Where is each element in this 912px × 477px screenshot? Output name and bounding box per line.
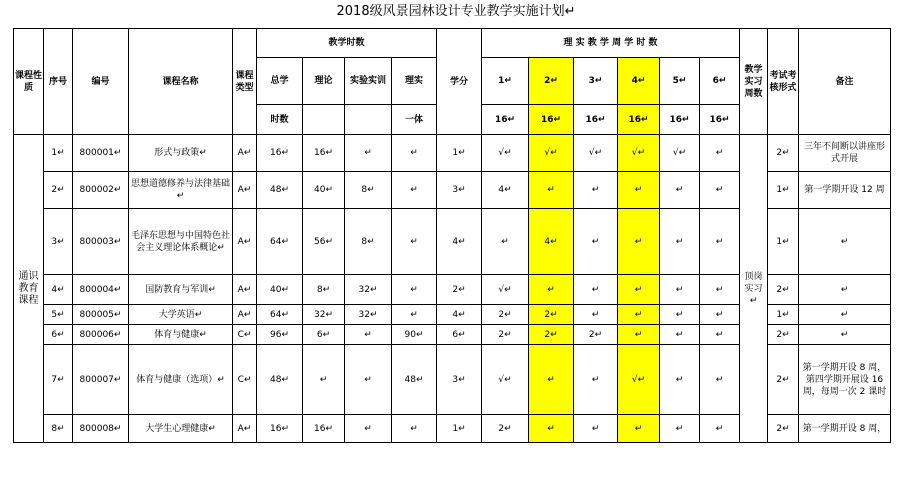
row-semester-1: 2↵ (482, 305, 529, 325)
header-credits: 学分 (437, 29, 482, 135)
header-course-type: 课程类型 (233, 29, 257, 135)
row-credits: 4↵ (437, 209, 482, 275)
row-semester-5: ↵ (660, 415, 700, 443)
row-credits: 1↵ (437, 415, 482, 443)
header-weeks-5: 16↵ (660, 105, 700, 135)
row-experiment-hours: 8↵ (345, 172, 392, 209)
row-remark: 第一学期开设 8 周， (799, 415, 891, 443)
row-semester-2: ↵ (529, 415, 574, 443)
row-experiment-hours: ↵ (345, 345, 392, 415)
row-assessment: 1↵ (768, 305, 799, 325)
row-theory-hours: 16↵ (303, 135, 345, 172)
row-seq: 4↵ (44, 275, 73, 305)
header-integrated-a: 理实 (392, 58, 437, 105)
row-code: 800006↵ (73, 325, 129, 345)
row-seq: 5↵ (44, 305, 73, 325)
row-course-name: 大学生心理健康↵ (129, 415, 233, 443)
header-semester-3: 3↵ (574, 58, 618, 105)
row-semester-3: ↵ (574, 415, 618, 443)
row-integrated-hours: ↵ (392, 135, 437, 172)
row-remark: 第一学期开设 12 周 (799, 172, 891, 209)
header-semester-1: 1↵ (482, 58, 529, 105)
header-semester-2: 2↵ (529, 58, 574, 105)
header-semester-4: 4↵ (618, 58, 660, 105)
row-semester-2: √↵ (529, 135, 574, 172)
row-integrated-hours: 90↵ (392, 325, 437, 345)
row-experiment-hours: ↵ (345, 415, 392, 443)
row-theory-hours: 16↵ (303, 415, 345, 443)
row-total-hours: 48↵ (257, 345, 303, 415)
table-row (14, 135, 891, 172)
row-assessment: 1↵ (768, 172, 799, 209)
row-total-hours: 40↵ (257, 275, 303, 305)
row-total-hours: 64↵ (257, 209, 303, 275)
internship-note: 顶岗实习↵ (740, 135, 768, 443)
row-integrated-hours: ↵ (392, 275, 437, 305)
row-course-name: 体育与健康（选项）↵ (129, 345, 233, 415)
row-semester-6: ↵ (700, 325, 740, 345)
row-course-type: A↵ (233, 209, 257, 275)
row-semester-4: ↵ (618, 172, 660, 209)
row-course-type: A↵ (233, 305, 257, 325)
row-semester-3: √↵ (574, 135, 618, 172)
row-integrated-hours: ↵ (392, 172, 437, 209)
row-code: 800004↵ (73, 275, 129, 305)
row-course-type: A↵ (233, 172, 257, 209)
row-course-name: 大学英语↵ (129, 305, 233, 325)
row-total-hours: 16↵ (257, 135, 303, 172)
row-experiment-hours: 8↵ (345, 209, 392, 275)
row-course-type: C↵ (233, 325, 257, 345)
row-remark: 第一学期开设 8 周，第四学期开展设 16 周，每周一次 2 课时 (799, 345, 891, 415)
header-practice-weeks: 教学实习周数 (740, 29, 768, 135)
row-course-name: 形式与政策↵ (129, 135, 233, 172)
row-semester-1: 2↵ (482, 325, 529, 345)
row-semester-1: 4↵ (482, 172, 529, 209)
row-total-hours: 96↵ (257, 325, 303, 345)
row-experiment-hours: 32↵ (345, 275, 392, 305)
row-semester-1: ↵ (482, 209, 529, 275)
row-total-hours: 16↵ (257, 415, 303, 443)
row-semester-6: ↵ (700, 345, 740, 415)
header-remarks: 备注 (799, 29, 891, 135)
row-semester-2: 2↵ (529, 305, 574, 325)
row-theory-hours: 32↵ (303, 305, 345, 325)
header-total-hours-a: 总学 (257, 58, 303, 105)
header-seq: 序号 (44, 29, 73, 135)
row-semester-3: 2↵ (574, 325, 618, 345)
header-semester-6: 6↵ (700, 58, 740, 105)
row-semester-4: √↵ (618, 345, 660, 415)
row-seq: 6↵ (44, 325, 73, 345)
row-integrated-hours: ↵ (392, 415, 437, 443)
row-semester-6: ↵ (700, 275, 740, 305)
row-remark: 三年不间断以讲座形式开展 (799, 135, 891, 172)
header-teaching-hours: 教学时数 (257, 29, 437, 58)
header-total-hours-b: 时数 (257, 105, 303, 135)
row-semester-1: 2↵ (482, 415, 529, 443)
row-semester-2: ↵ (529, 172, 574, 209)
row-semester-6: ↵ (700, 172, 740, 209)
row-credits: 1↵ (437, 135, 482, 172)
row-course-name: 体育与健康↵ (129, 325, 233, 345)
row-integrated-hours: 48↵ (392, 345, 437, 415)
row-semester-4: ↵ (618, 415, 660, 443)
row-semester-4: ↵ (618, 275, 660, 305)
row-experiment-hours: 32↵ (345, 305, 392, 325)
row-code: 800008↵ (73, 415, 129, 443)
header-weeks-4: 16↵ (618, 105, 660, 135)
header-experiment-blank (345, 105, 392, 135)
row-semester-4: ↵ (618, 209, 660, 275)
row-course-name: 思想道德修养与法律基础↵ (129, 172, 233, 209)
row-remark: ↵ (799, 305, 891, 325)
row-course-name: 国防教育与军训↵ (129, 275, 233, 305)
row-semester-5: ↵ (660, 345, 700, 415)
row-assessment: 2↵ (768, 345, 799, 415)
row-experiment-hours: ↵ (345, 135, 392, 172)
row-experiment-hours: ↵ (345, 325, 392, 345)
row-course-type: A↵ (233, 275, 257, 305)
row-integrated-hours: ↵ (392, 305, 437, 325)
row-semester-5: √↵ (660, 135, 700, 172)
row-semester-3: ↵ (574, 172, 618, 209)
row-integrated-hours: ↵ (392, 209, 437, 275)
row-semester-5: ↵ (660, 275, 700, 305)
row-semester-1: √↵ (482, 275, 529, 305)
row-semester-1: √↵ (482, 345, 529, 415)
row-semester-2: 2↵ (529, 325, 574, 345)
row-assessment: 2↵ (768, 415, 799, 443)
row-course-name: 毛泽东思想与中国特色社会主义理论体系概论↵ (129, 209, 233, 275)
header-code: 编号 (73, 29, 129, 135)
row-theory-hours: 8↵ (303, 275, 345, 305)
row-semester-6: ↵ (700, 209, 740, 275)
row-assessment: 2↵ (768, 325, 799, 345)
header-integrated-b: 一体 (392, 105, 437, 135)
row-code: 800002↵ (73, 172, 129, 209)
header-weeks-1: 16↵ (482, 105, 529, 135)
row-semester-6: ↵ (700, 135, 740, 172)
row-seq: 3↵ (44, 209, 73, 275)
row-semester-2: ↵ (529, 275, 574, 305)
header-course-nature: 课程性质 (14, 29, 44, 135)
row-code: 800003↵ (73, 209, 129, 275)
row-theory-hours: 40↵ (303, 172, 345, 209)
row-seq: 8↵ (44, 415, 73, 443)
row-semester-1: √↵ (482, 135, 529, 172)
row-total-hours: 48↵ (257, 172, 303, 209)
row-assessment: 2↵ (768, 135, 799, 172)
row-semester-3: ↵ (574, 345, 618, 415)
header-theory: 理论 (303, 58, 345, 105)
row-semester-3: ↵ (574, 305, 618, 325)
header-weeks-6: 16↵ (700, 105, 740, 135)
row-assessment: 2↵ (768, 275, 799, 305)
header-weekly-hours: 理 实 教 学 周 学 时 数 (482, 29, 740, 58)
row-theory-hours: ↵ (303, 345, 345, 415)
header-weeks-3: 16↵ (574, 105, 618, 135)
row-semester-5: ↵ (660, 209, 700, 275)
teaching-plan-table (13, 28, 891, 443)
header-assessment: 考试考核形式 (768, 29, 799, 135)
row-credits: 3↵ (437, 172, 482, 209)
row-code: 800001↵ (73, 135, 129, 172)
row-remark: ↵ (799, 275, 891, 305)
row-semester-4: ↵ (618, 325, 660, 345)
row-credits: 6↵ (437, 325, 482, 345)
group-label: 通识教育课程 (14, 135, 44, 443)
row-semester-5: ↵ (660, 172, 700, 209)
row-course-type: A↵ (233, 135, 257, 172)
row-semester-3: ↵ (574, 275, 618, 305)
row-theory-hours: 6↵ (303, 325, 345, 345)
row-semester-5: ↵ (660, 325, 700, 345)
row-remark: ↵ (799, 325, 891, 345)
header-theory-blank (303, 105, 345, 135)
row-semester-4: √↵ (618, 135, 660, 172)
row-semester-3: ↵ (574, 209, 618, 275)
row-semester-6: ↵ (700, 415, 740, 443)
row-code: 800007↵ (73, 345, 129, 415)
row-seq: 7↵ (44, 345, 73, 415)
row-course-type: A↵ (233, 415, 257, 443)
header-weeks-2: 16↵ (529, 105, 574, 135)
row-credits: 4↵ (437, 305, 482, 325)
row-semester-2: 4↵ (529, 209, 574, 275)
header-experiment: 实验实训 (345, 58, 392, 105)
header-semester-5: 5↵ (660, 58, 700, 105)
row-assessment: 1↵ (768, 209, 799, 275)
row-code: 800005↵ (73, 305, 129, 325)
row-total-hours: 64↵ (257, 305, 303, 325)
row-seq: 2↵ (44, 172, 73, 209)
row-semester-4: ↵ (618, 305, 660, 325)
header-course-name: 课程名称 (129, 29, 233, 135)
document-title: 2018级风景园林设计专业教学实施计划↵ (336, 4, 576, 19)
row-course-type: C↵ (233, 345, 257, 415)
row-credits: 2↵ (437, 275, 482, 305)
row-seq: 1↵ (44, 135, 73, 172)
row-theory-hours: 56↵ (303, 209, 345, 275)
row-semester-2: ↵ (529, 345, 574, 415)
row-credits: 3↵ (437, 345, 482, 415)
row-semester-6: ↵ (700, 305, 740, 325)
row-remark: ↵ (799, 209, 891, 275)
row-semester-5: ↵ (660, 305, 700, 325)
